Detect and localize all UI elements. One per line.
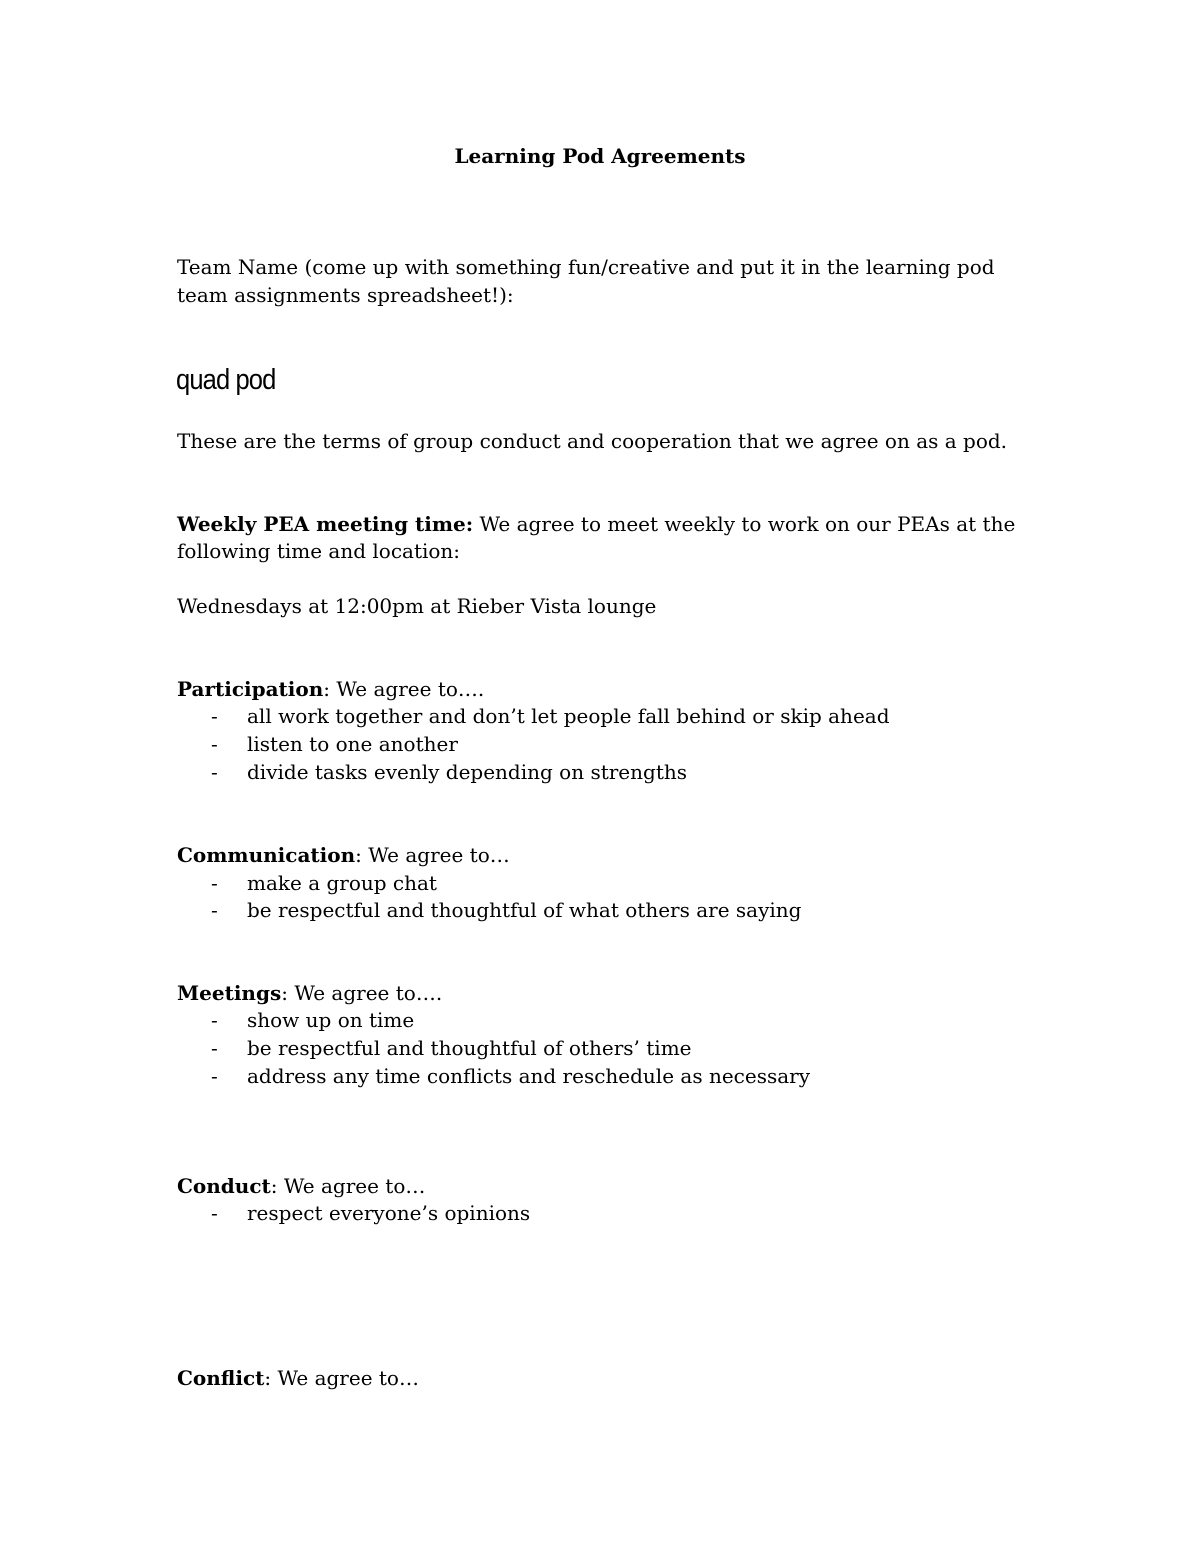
document-title: Learning Pod Agreements (454, 144, 746, 168)
bullet-dash: - (211, 1201, 218, 1225)
meetings-label: Meetings (177, 981, 282, 1005)
list-item (211, 730, 458, 758)
weekly-meeting-label: Weekly PEA meeting time: (177, 512, 474, 536)
bullet-dash: - (211, 1036, 218, 1060)
list-item (211, 869, 437, 897)
list-item (211, 1199, 530, 1227)
communication-suffix: : We agree to… (355, 843, 510, 867)
communication-heading (177, 841, 510, 869)
team-name-prompt-line2: team assignments spreadsheet!): (177, 283, 514, 307)
conduct-label: Conduct (177, 1174, 271, 1198)
participation-item-2: listen to one another (247, 732, 458, 756)
bullet-dash: - (211, 1008, 218, 1032)
participation-label: Participation (177, 677, 324, 701)
bullet-dash: - (211, 732, 218, 756)
meetings-item-1: show up on time (247, 1008, 415, 1032)
list-item (211, 702, 890, 730)
list-item (211, 896, 801, 924)
conduct-heading (177, 1172, 425, 1200)
participation-item-3: divide tasks evenly depending on strengths (247, 760, 687, 784)
bullet-dash: - (211, 871, 218, 895)
weekly-meeting-schedule: Wednesdays at 12:00pm at Rieber Vista lounge (177, 594, 657, 618)
team-name-prompt-line1: Team Name (come up with something fun/creative and put it in the learning pod (177, 255, 995, 279)
list-item (211, 1062, 810, 1090)
meetings-suffix: : We agree to…. (281, 981, 443, 1005)
intro-text: These are the terms of group conduct and cooperation that we agree on as a pod. (177, 429, 1008, 453)
bullet-dash: - (211, 760, 218, 784)
communication-item-2: be respectful and thoughtful of what others are saying (247, 898, 802, 922)
participation-item-1: all work together and don’t let people fall behind or skip ahead (247, 704, 890, 728)
bullet-dash: - (211, 1064, 218, 1088)
meetings-item-3: address any time conflicts and reschedule as necessary (247, 1064, 811, 1088)
conduct-suffix: : We agree to… (270, 1174, 426, 1198)
conflict-suffix: : We agree to… (264, 1366, 419, 1390)
communication-label: Communication (177, 843, 356, 867)
conflict-label: Conflict (177, 1366, 265, 1390)
weekly-meeting-line1 (177, 510, 1015, 538)
meetings-item-2: be respectful and thoughtful of others’ time (247, 1036, 692, 1060)
team-name: quad pod (176, 364, 276, 396)
conflict-heading (177, 1364, 419, 1392)
communication-item-1: make a group chat (247, 871, 437, 895)
list-item (211, 1034, 692, 1062)
weekly-meeting-text: We agree to meet weekly to work on our PEAs at the (473, 512, 1016, 536)
list-item (211, 758, 687, 786)
conduct-item-1: respect everyone’s opinions (247, 1201, 531, 1225)
list-item (211, 1006, 414, 1034)
participation-heading (177, 675, 484, 703)
weekly-meeting-line2: following time and location: (177, 539, 461, 563)
bullet-dash: - (211, 704, 218, 728)
participation-suffix: : We agree to…. (323, 677, 485, 701)
bullet-dash: - (211, 898, 218, 922)
meetings-heading (177, 979, 442, 1007)
